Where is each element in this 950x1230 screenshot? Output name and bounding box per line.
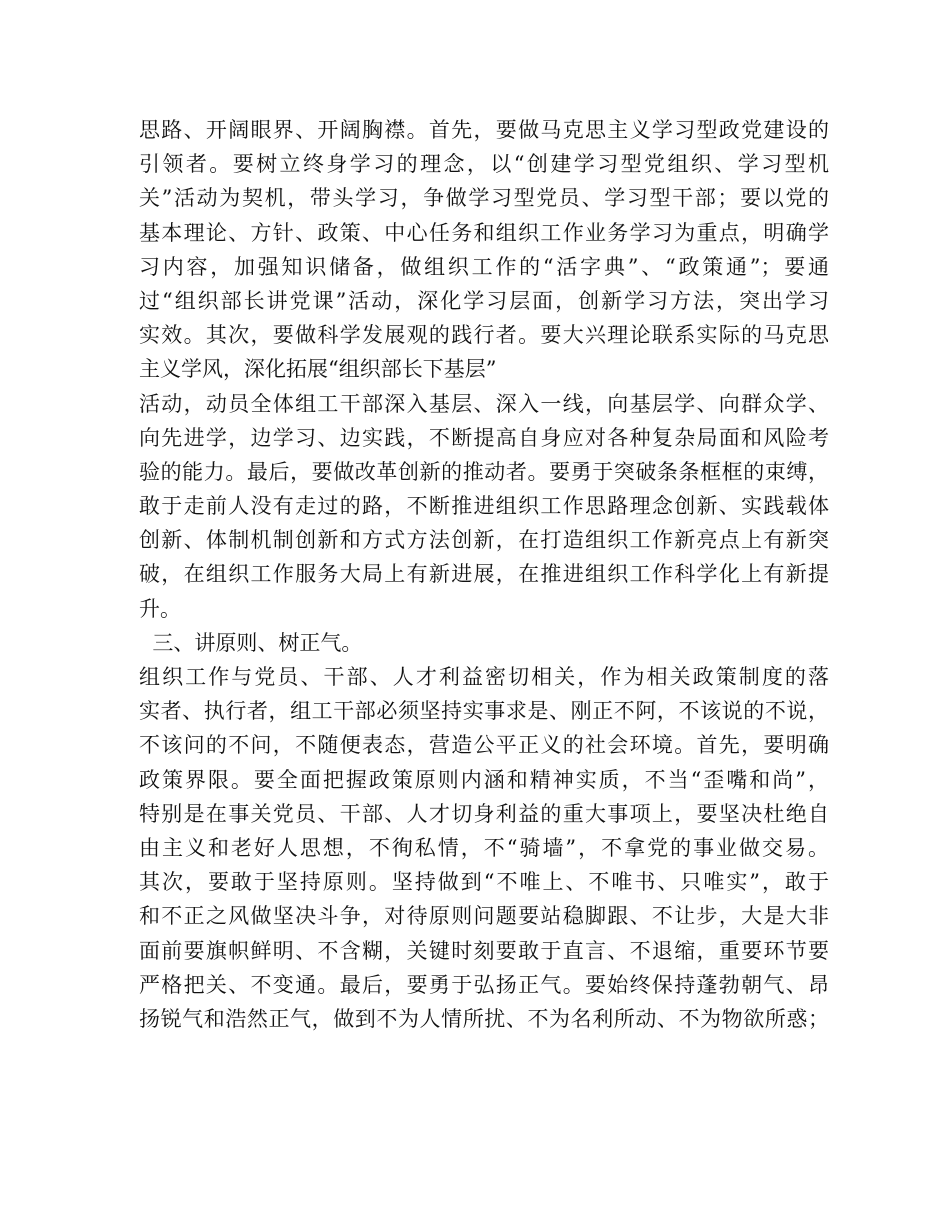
text-line: 创新、体制机制创新和方式方法创新，在打造组织工作新亮点上有新突: [139, 528, 829, 553]
text-line: 基本理论、方针、政策、中心任务和组织工作业务学习为重点，明确学: [139, 220, 829, 245]
text-line: 组织工作与党员、干部、人才利益密切相关，作为相关政策制度的落: [139, 665, 829, 689]
text-line: 引领者。要树立终身学习的理念，以“创建学习型党组织、学习型机: [139, 152, 829, 177]
text-line: 严格把关、不变通。最后，要勇于弘扬正气。要始终保持蓬勃朝气、昂: [139, 972, 829, 997]
text-line: 过“组织部长讲党课”活动，深化学习层面，创新学习方法，突出学习: [139, 288, 829, 313]
text-line: 思路、开阔眼界、开阔胸襟。首先，要做马克思主义学习型政党建设的: [139, 118, 829, 142]
text-line: 敢于走前人没有走过的路，不断推进组织工作思路理念创新、实践载体: [139, 494, 829, 519]
text-line: 三、讲原则、树正气。: [139, 630, 363, 655]
text-line: 由主义和老好人思想，不徇私情，不“骑墙”，不拿党的事业做交易。: [139, 835, 829, 860]
text-line: 和不正之风做坚决斗争，对待原则问题要站稳脚跟、不让步，大是大非: [139, 904, 829, 929]
text-line: 政策界限。要全面把握政策原则内涵和精神实质，不当“歪嘴和尚”，: [139, 767, 829, 792]
body-text: [139, 113, 829, 1036]
text-line: 扬锐气和浩然正气，做到不为人情所扰、不为名利所动、不为物欲所惑；: [139, 1006, 829, 1031]
text-line: 活动，动员全体组工干部深入基层、深入一线，向基层学、向群众学、: [139, 391, 829, 416]
text-line: 面前要旗帜鲜明、不含糊，关键时刻要敢于直言、不退缩，重要环节要: [139, 938, 829, 963]
text-line: 习内容，加强知识储备，做组织工作的“活字典”、“政策通”；要通: [139, 254, 829, 279]
text-line: 不该问的不问，不随便表态，营造公平正义的社会环境。首先，要明确: [139, 733, 829, 758]
text-line: 实效。其次，要做科学发展观的践行者。要大兴理论联系实际的马克思: [139, 323, 829, 348]
text-line: 破，在组织工作服务大局上有新进展，在推进组织工作科学化上有新提: [139, 562, 829, 587]
text-line: 升。: [139, 596, 181, 621]
text-line: 实者、执行者，组工干部必须坚持实事求是、刚正不阿，不该说的不说，: [139, 699, 829, 724]
text-line: 特别是在事关党员、干部、人才切身利益的重大事项上，要坚决杜绝自: [139, 801, 829, 826]
text-line: 向先进学，边学习、边实践，不断提高自身应对各种复杂局面和风险考: [139, 425, 829, 450]
text-line: 主义学风，深化拓展“组织部长下基层”: [139, 357, 497, 382]
text-line: 其次，要敢于坚持原则。坚持做到“不唯上、不唯书、只唯实”，敢于: [139, 870, 829, 895]
text-line: 验的能力。最后，要做改革创新的推动者。要勇于突破条条框框的束缚，: [139, 459, 829, 484]
text-line: 关”活动为契机，带头学习，争做学习型党员、学习型干部；要以党的: [139, 186, 829, 211]
